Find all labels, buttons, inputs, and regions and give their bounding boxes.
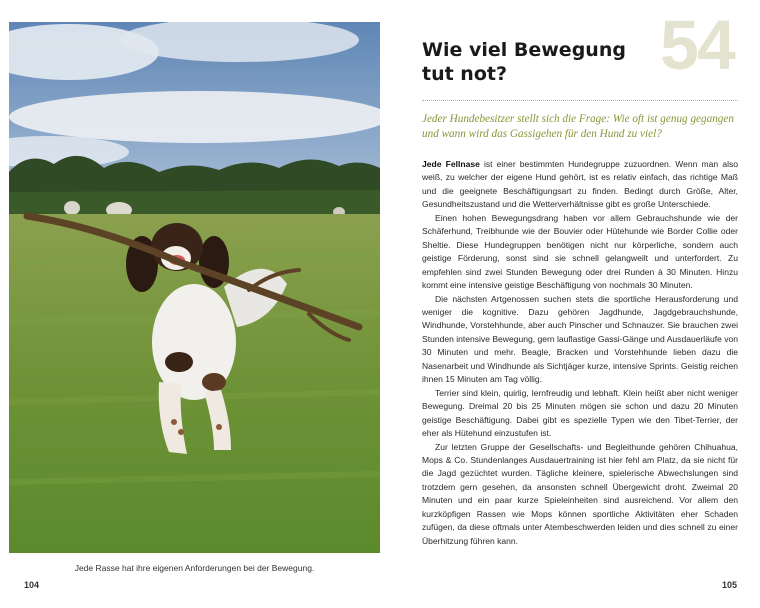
article-body	[422, 158, 738, 548]
page-number-right: 105	[722, 580, 738, 590]
paragraph-1-text: ist einer bestimmten Hundegruppe zuzuordnen. Wenn man also weiß, zu welcher der eigene Hund gehört, ist es relativ einfach, das richtige Maß und die geeignete Beschäftigungsart zu finden. Bedingt durch Größe, Alter, Gesundheitszustand und die Wetterverhältnisse gibt es große Unterschiede.	[422, 159, 738, 210]
paragraph-4: Terrier sind klein, quirlig, lernfreudig und lebhaft. Klein heißt aber nicht weniger Bewegung. Dreimal 20 bis 25 Minuten mögen sie schon und dazu 20 Minuten geistige Beschäftigung. Dabei gibt es spezielle Typen wie den Tibet-Terrier, der eher als Hütehund einzustufen ist.	[422, 387, 738, 439]
page-title	[422, 38, 662, 86]
dotted-divider	[422, 100, 738, 101]
chapter-number: 54	[660, 6, 734, 84]
lead-paragraph: Jeder Hundebesitzer stellt sich die Frage: Wie oft ist genug gegangen und wann wird das Gassigehen für den Hund zu viel?	[422, 113, 734, 140]
page-number-left: 104	[24, 580, 40, 590]
title-line-2: tut not?	[422, 63, 507, 85]
photo-caption: Jede Rasse hat ihre eigenen Anforderungen bei der Bewegung.	[74, 563, 315, 573]
run-in-heading: Jede Fellnase	[422, 159, 480, 169]
dog-photo	[9, 22, 380, 553]
paragraph-5: Zur letzten Gruppe der Gesellschafts- und Begleithunde gehören Chihuahua, Mops & Co. Stundenlanges Ausdauertraining ist hier fehl am Platz, da sie nicht für die Jagd gezüchtet wurden. Tägliche kleinere, spielerische Abwechslungen sind trotzdem gern gesehen, da ansonsten schnell Übergewicht droht. Zweimal 20 Minuten und ein paar kurze Spieleinheiten sind ausreichend. Vor allem den kurzköpfigen Rassen wie Mops können sportliche Aktivitäten eher Schaden zufügen, da diese oftmals unter Atembeschwerden leiden und dies schnell zu einer Überhitzung führen kann.	[422, 441, 738, 546]
paragraph-1	[422, 158, 738, 212]
title-line-1: Wie viel Bewegung	[422, 39, 626, 61]
paragraph-2: Einen hohen Bewegungsdrang haben vor allem Gebrauchshunde wie der Schäferhund, Treibhunde wie der Bouvier oder Hütehunde wie Border Collie oder Sheltie. Diese Hundegruppen benötigen nicht nur körperliche, sondern auch geistige Förderung, sonst sind sie schnell gelangweilt und unterfordert. Zu empfehlen sind zwei Stunden Bewegung oder drei Runden à 30 Minuten. Hinzu kommt eine intensive geistige Beschäftigung von nochmals 30 Minuten.	[422, 212, 738, 291]
paragraph-3: Die nächsten Artgenossen suchen stets die sportliche Herausforderung und weniger die kognitive. Dazu gehören Jagdhunde, Jagdgebrauchshunde, Windhunde, Vorstehhunde, aber auch Pinscher und Schnauzer. Sie brauchen zwei Stunden intensive Bewegung, gern lauflastige Gassi-Gänge und Ausdauerläufe von 30 Minuten und mehr. Beagle, Bracken und Vorstehhunde lieben dazu die Nasenarbeit und Windhunde als Sichtjäger kurze, intensive Sprints. Geistig reichen ihnen 15 Minuten am Tag völlig.	[422, 293, 738, 385]
